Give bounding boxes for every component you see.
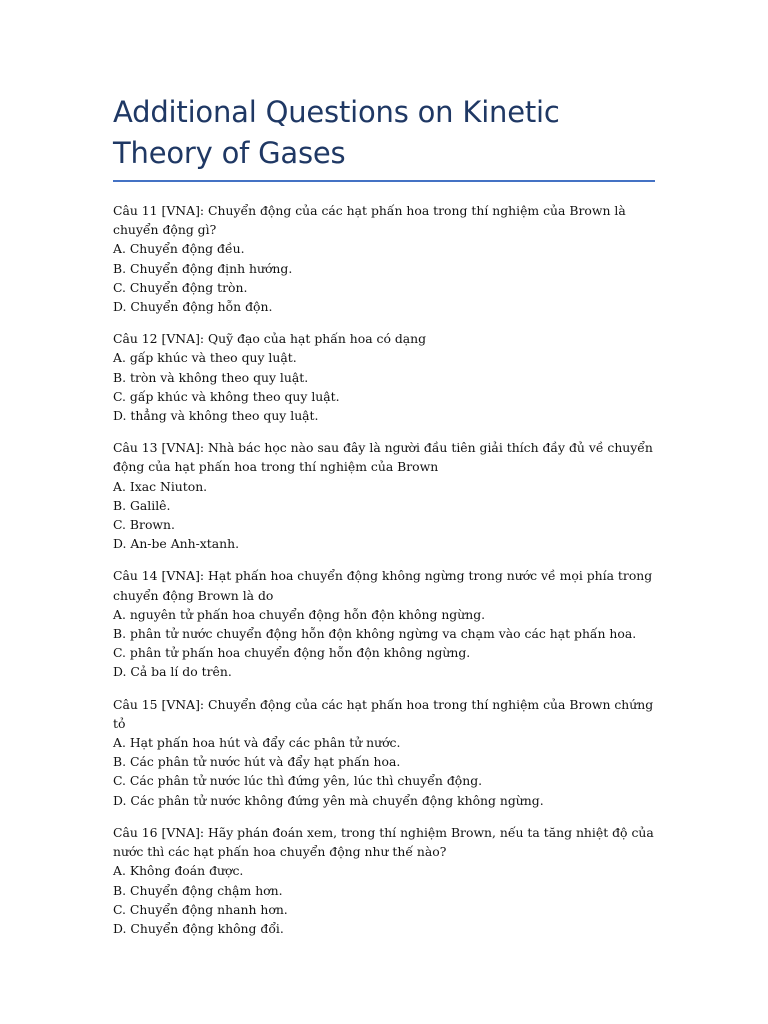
answer-option-b: B. Các phân tử nước hút và đẩy hạt phấn hoa. (113, 754, 401, 770)
page-title: Additional Questions on Kinetic Theory of Gases (113, 95, 560, 170)
answer-option-d: D. thẳng và không theo quy luật. (113, 408, 319, 424)
question-stem: Câu 12 [VNA]: Quỹ đạo của hạt phấn hoa có dạng (113, 331, 427, 347)
question-12 (113, 329, 655, 425)
answer-option-b: B. tròn và không theo quy luật. (113, 369, 309, 385)
answer-option-d: D. An-be Anh-xtanh. (113, 536, 240, 552)
question-15 (113, 695, 655, 810)
question-14 (113, 566, 655, 681)
answer-option-b: B. Chuyển động định hướng. (113, 260, 293, 276)
answer-option-a: A. Ixac Niuton. (113, 478, 208, 494)
question-11 (113, 201, 655, 316)
answer-option-b: B. Galilê. (113, 497, 171, 513)
answer-option-d: D. Chuyển động hỗn độn. (113, 299, 273, 315)
answer-option-c: C. Các phân tử nước lúc thì đứng yên, lúc thì chuyển động. (113, 773, 483, 789)
question-stem: Câu 16 [VNA]: Hãy phán đoán xem, trong thí nghiệm Brown, nếu ta tăng nhiệt độ của nước thì các hạt phấn hoa chuyển động như thế nào? (113, 824, 654, 860)
question-13 (113, 438, 655, 553)
answer-option-b: B. phân tử nước chuyển động hỗn độn không ngừng va chạm vào các hạt phấn hoa. (113, 626, 637, 642)
answer-option-b: B. Chuyển động chậm hơn. (113, 882, 283, 898)
document-page (113, 92, 655, 951)
answer-option-a: A. nguyên tử phấn hoa chuyển động hỗn độn không ngừng. (113, 606, 486, 622)
answer-option-d: D. Các phân tử nước không đứng yên mà chuyển động không ngừng. (113, 792, 544, 808)
question-stem: Câu 15 [VNA]: Chuyển động của các hạt phấn hoa trong thí nghiệm của Brown chứng tỏ (113, 696, 654, 731)
question-16 (113, 823, 655, 938)
answer-option-c: C. Brown. (113, 517, 175, 533)
answer-option-a: A. Hạt phấn hoa hút và đẩy các phân tử nước. (113, 735, 401, 751)
answer-option-d: D. Cả ba lí do trên. (113, 664, 232, 680)
answer-option-a: A. gấp khúc và theo quy luật. (113, 350, 297, 366)
answer-option-c: C. Chuyển động tròn. (113, 279, 248, 295)
title-underline (113, 180, 655, 182)
answer-option-c: C. phân tử phấn hoa chuyển động hỗn độn không ngừng. (113, 645, 471, 661)
answer-option-a: A. Không đoán được. (113, 863, 244, 879)
question-stem: Câu 11 [VNA]: Chuyển động của các hạt phấn hoa trong thí nghiệm của Brown là chuyển động gì? (113, 203, 626, 238)
question-stem: Câu 14 [VNA]: Hạt phấn hoa chuyển động không ngừng trong nước về mọi phía trong chuyển động Brown là do (113, 568, 653, 603)
answer-option-c: C. gấp khúc và không theo quy luật. (113, 388, 340, 404)
answer-option-c: C. Chuyển động nhanh hơn. (113, 901, 288, 917)
question-stem: Câu 13 [VNA]: Nhà bác học nào sau đây là người đầu tiên giải thích đầy đủ về chuyển động của hạt phấn hoa trong thí nghiệm của Brown (113, 440, 653, 475)
answer-option-d: D. Chuyển động không đổi. (113, 920, 284, 936)
answer-option-a: A. Chuyển động đều. (113, 241, 245, 257)
